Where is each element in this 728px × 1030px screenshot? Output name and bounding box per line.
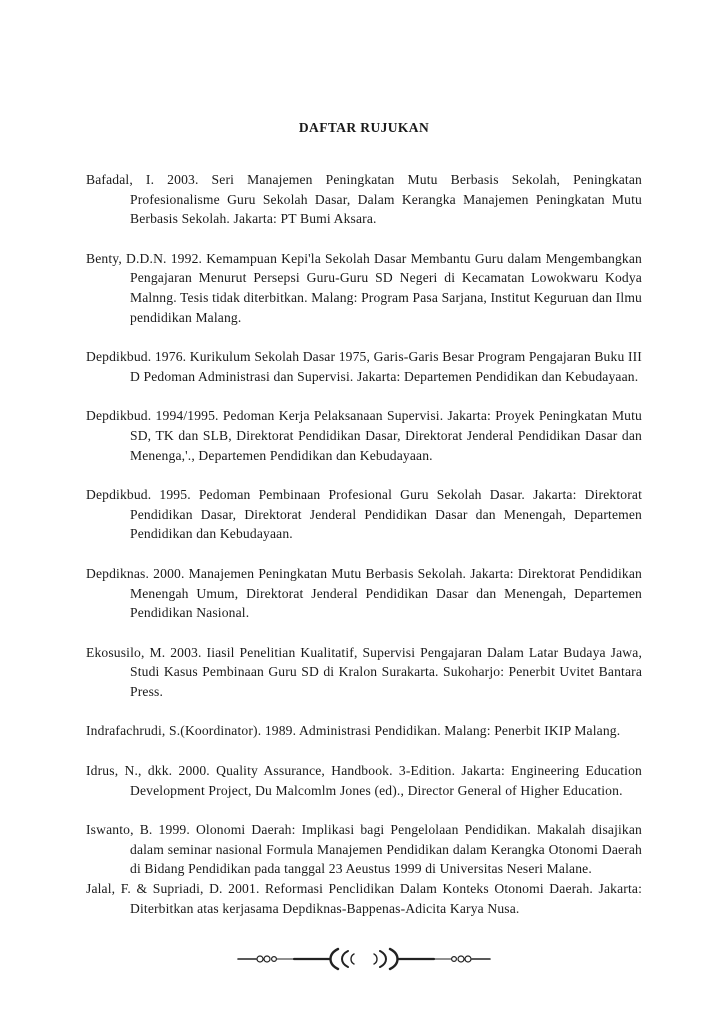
reference-entry: Jalal, F. & Supriadi, D. 2001. Reformasi Penclidikan Dalam Konteks Otonomi Daerah. Jakarta: Diterbitkan atas kerjasama Depdiknas-Bappenas-Adicita Karya Nusa. [86, 881, 642, 916]
reference-entry: Benty, D.D.N. 1992. Kemampuan Kepi'la Sekolah Dasar Membantu Guru dalam Mengembangkan Pengajaran Menurut Persepsi Guru-Guru SD Negeri di Kecamatan Lowokwaru Kodya Malnng. Tesis tidak diterbitkan. Malang: Program Pasa Sarjana, Institut Keguruan dan Ilmu pendidikan Malang. [86, 250, 642, 325]
reference-entry: Depdiknas. 2000. Manajemen Peningkatan Mutu Berbasis Sekolah. Jakarta: Direktorat Pendidikan Menengah Umum, Direktorat Jenderal Pendidikan Dasar dan Menengah, Departemen Pendidikan Nasional. [86, 565, 642, 621]
reference-entry: Depdikbud. 1976. Kurikulum Sekolah Dasar 1975, Garis-Garis Besar Program Pengajaran Buku III D Pedoman Administrasi dan Supervisi. Jakarta: Departemen Pendidikan dan Kebudayaan. [86, 349, 642, 384]
reference-entry: Bafadal, I. 2003. Seri Manajemen Peningkatan Mutu Berbasis Sekolah, Peningkatan Profesionalisme Guru Sekolah Dasar, Dalam Kerangka Manajemen Peningkatan Mutu Berbasis Sekolah. Jakarta: PT Bumi Aksara. [86, 172, 642, 227]
reference-entry: Depdikbud. 1994/1995. Pedoman Kerja Pelaksanaan Supervisi. Jakarta: Proyek Peningkatan Mutu SD, TK dan SLB, Direktorat Pendidikan Dasar, Direktorat Jenderal Pendidikan Dasar dan Menenga,'., Departemen Pendidikan dan Kebudayaan. [86, 408, 642, 463]
decorative-flourish-divider-icon [234, 944, 494, 972]
reference-entry: Indrafachrudi, S.(Koordinator). 1989. Administrasi Pendidikan. Malang: Penerbit IKIP Malang. [86, 723, 621, 739]
reference-entry: Depdikbud. 1995. Pedoman Pembinaan Profesional Guru Sekolah Dasar. Jakarta: Direktorat Pendidikan Dasar, Direktorat Jenderal Pendidikan Dasar dan Menengah, Departemen Pendidikan dan Kebudayaan. [86, 487, 642, 542]
reference-entry: Ekosusilo, M. 2003. Iiasil Penelitian Kualitatif, Supervisi Pengajaran Dalam Latar Budaya Jawa, Studi Kasus Pembinaan Guru SD di Kralon Surakarta. Sukoharjo: Penerbit Uvitet Bantara Press. [86, 644, 642, 699]
reference-entry: Iswanto, B. 1999. Olonomi Daerah: Implikasi bagi Pengelolaan Pendidikan. Makalah disajikan dalam seminar nasional Formula Manajemen Pendidikan dalam Kerangka Otonomi Daerah di Bidang Pendidikan pada tanggal 23 Aeustus 1999 di Universitas Neseri Malane. [86, 822, 642, 877]
reference-entry: Idrus, N., dkk. 2000. Quality Assurance, Handbook. 3-Edition. Jakarta: Engineering Education Development Project, Du Malcomlm Jones (ed)., Director General of Higher Education. [86, 763, 642, 798]
reference-list [86, 170, 642, 938]
page-title: DAFTAR RUJUKAN [298, 120, 430, 135]
